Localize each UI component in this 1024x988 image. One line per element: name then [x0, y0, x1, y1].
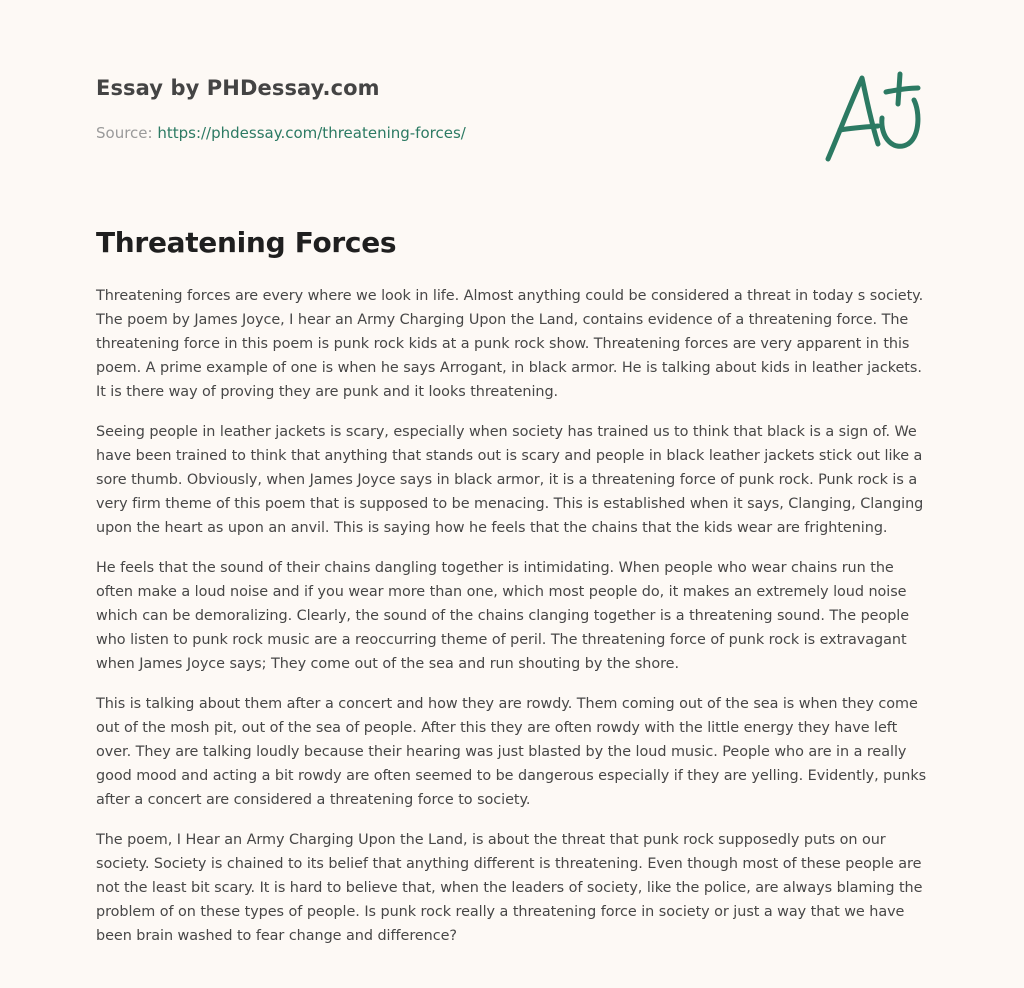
a-plus-logo-icon: [822, 66, 928, 166]
essay-paragraph: This is talking about them after a concert and how they are rowdy. Them coming out of the sea is when they come out of the mosh pit, out of the sea of people. After this they are often rowdy with the little energy they have left over. They are talking loudly because their hearing was just blasted by the loud music. People who are in a really good mood and acting a bit rowdy are often seemed to be dangerous especially if they are yelling. Evidently, punks after a concert are considered a threatening force to society.: [96, 696, 927, 808]
essay-paragraph: Threatening forces are every where we look in life. Almost anything could be considered a threat in today s society. The poem by James Joyce, I hear an Army Charging Upon the Land, contains evidence of a threatening force. The threatening force in this poem is punk rock kids at a punk rock show. Threatening forces are very apparent in this poem. A prime example of one is when he says Arrogant, in black armor. He is talking about kids in leather jackets. It is there way of proving they are punk and it looks threatening.: [96, 288, 924, 400]
essay-paragraph: The poem, I Hear an Army Charging Upon the Land, is about the threat that punk rock supposedly puts on our society. Society is chained to its belief that anything different is threatening. Even though most of these people are not the least bit scary. It is hard to believe that, when the leaders of society, like the police, are always blaming the problem of on these types of people. Is punk rock really a threatening force in society or just a way that we have been brain washed to fear change and difference?: [96, 832, 923, 944]
essay-paragraph: Seeing people in leather jackets is scary, especially when society has trained us to think that black is a sign of. We have been trained to think that anything that stands out is scary and people in black leather jackets stick out like a sore thumb. Obviously, when James Joyce says in black armor, it is a threatening force of punk rock. Punk rock is a very firm theme of this poem that is supposed to be menacing. This is established when it says, Clanging, Clanging upon the heart as upon an anvil. This is saying how he feels that the chains that the kids wear are frightening.: [96, 424, 924, 536]
essay-paragraph: He feels that the sound of their chains dangling together is intimidating. When people who wear chains run the often make a loud noise and if you wear more than one, which most people do, it makes an extremely loud noise which can be demoralizing. Clearly, the sound of the chains clanging together is a threatening sound. The people who listen to punk rock music are a reoccurring theme of peril. The threatening force of punk rock is extravagant when James Joyce says; They come out of the sea and run shouting by the shore.: [96, 560, 910, 672]
source-line: [96, 124, 466, 142]
source-link[interactable]: https://phdessay.com/threatening-forces/: [157, 124, 466, 142]
site-title: Essay by PHDessay.com: [96, 76, 380, 100]
essay-title: Threatening Forces: [96, 226, 397, 259]
essay-body: [96, 284, 934, 964]
source-label: Source:: [96, 124, 158, 142]
